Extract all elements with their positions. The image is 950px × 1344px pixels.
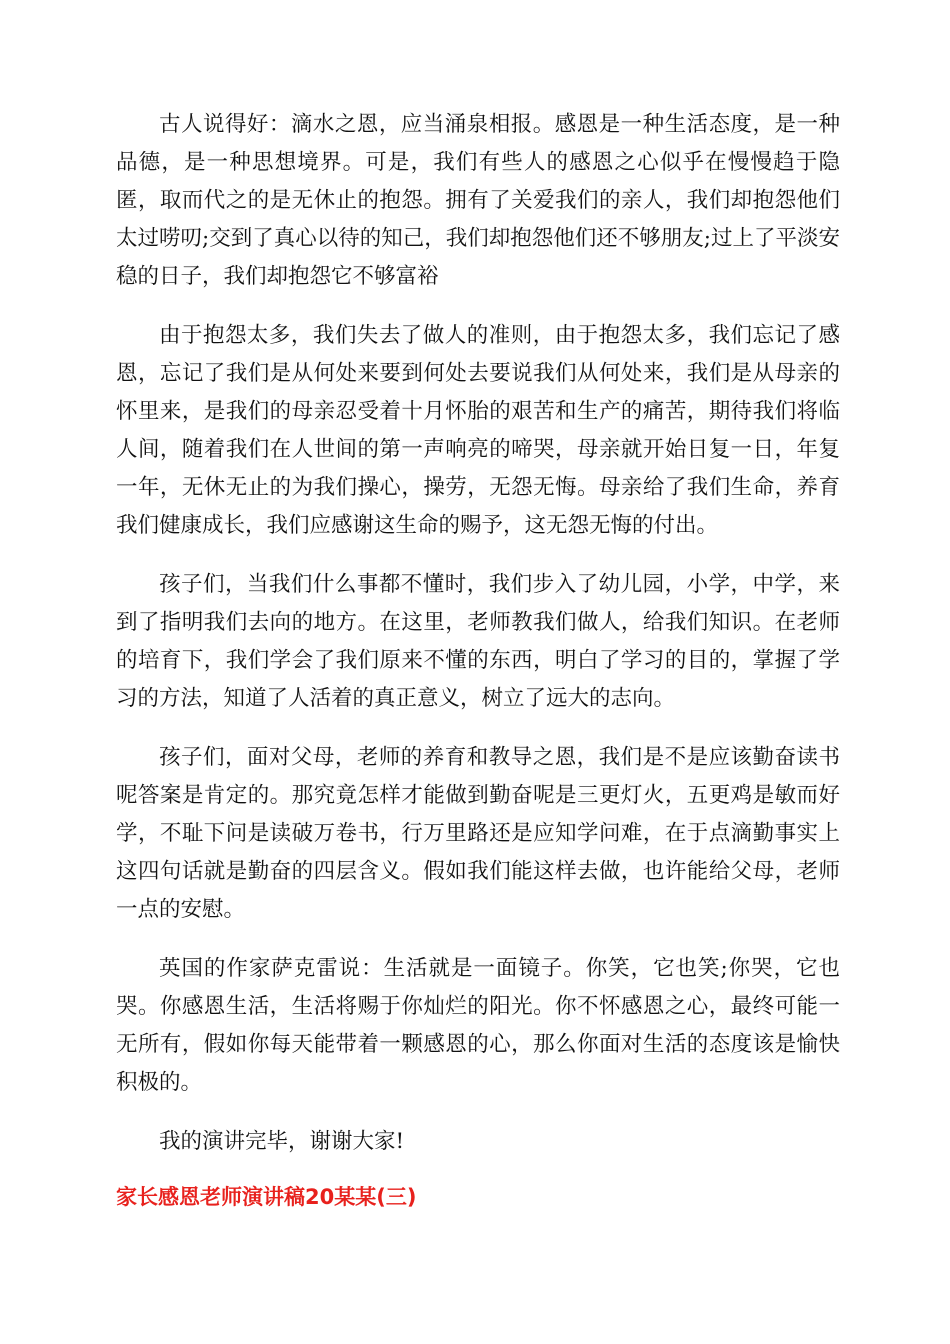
body-paragraph-1: 古人说得好：滴水之恩，应当涌泉相报。感恩是一种生活态度，是一种品德，是一种思想境界。可是，我们有些人的感恩之心似乎在慢慢趋于隐匿，取而代之的是无休止的抱怨。拥有了关爱我们的亲人，我们却抱怨他们太过唠叨;交到了真心以待的知己，我们却抱怨他们还不够朋友;过上了平淡安稳的日子，我们却抱怨它不够富裕 <box>116 112 840 289</box>
section-heading: 家长感恩老师演讲稿20某某(三) <box>116 1185 417 1209</box>
closing-paragraph: 我的演讲完毕，谢谢大家! <box>159 1129 405 1154</box>
body-paragraph-3: 孩子们，当我们什么事都不懂时，我们步入了幼儿园，小学，中学，来到了指明我们去向的地方。在这里，老师教我们做人，给我们知识。在老师的培育下，我们学会了我们原来不懂的东西，明白了学习的目的，掌握了学习的方法，知道了人活着的真正意义，树立了远大的志向。 <box>116 572 840 711</box>
body-paragraph-4: 孩子们，面对父母，老师的养育和教导之恩，我们是不是应该勤奋读书呢答案是肯定的。那究竟怎样才能做到勤奋呢是三更灯火，五更鸡是敏而好学，不耻下问是读破万卷书，行万里路还是应知学问难，在于点滴勤事实上这四句话就是勤奋的四层含义。假如我们能这样去做，也许能给父母，老师一点的安慰。 <box>116 745 840 922</box>
document-page <box>116 106 840 1213</box>
body-paragraph-5: 英国的作家萨克雷说：生活就是一面镜子。你笑，它也笑;你哭，它也哭。你感恩生活，生活将赐于你灿烂的阳光。你不怀感恩之心，最终可能一无所有，假如你每天能带着一颗感恩的心，那么你面对生活的态度该是愉快积极的。 <box>116 956 840 1095</box>
body-paragraph-2: 由于抱怨太多，我们失去了做人的准则，由于抱怨太多，我们忘记了感恩，忘记了我们是从何处来要到何处去要说我们从何处来，我们是从母亲的怀里来，是我们的母亲忍受着十月怀胎的艰苦和生产的痛苦，期待我们将临人间，随着我们在人世间的第一声响亮的啼哭，母亲就开始日复一日，年复一年，无休无止的为我们操心，操劳，无怨无悔。母亲给了我们生命，养育我们健康成长，我们应感谢这生命的赐予，这无怨无悔的付出。 <box>116 323 840 538</box>
